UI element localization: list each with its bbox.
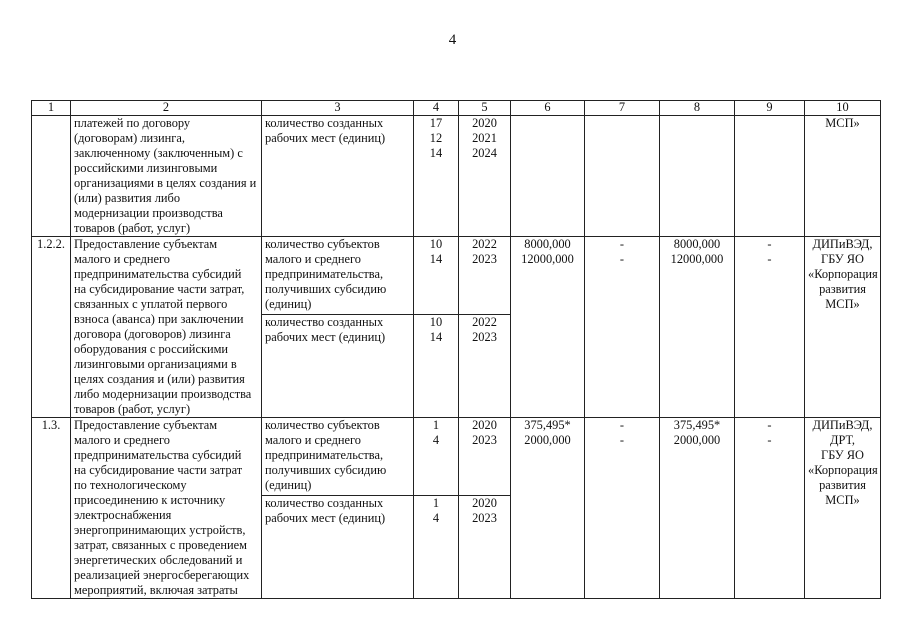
- cell-line: 8000,000: [524, 237, 571, 251]
- cell-line: -: [619, 252, 625, 266]
- indicator-name: [262, 237, 414, 315]
- cell-line: 2021: [472, 131, 497, 145]
- cell-line: 14: [429, 252, 443, 266]
- cell-line: затрат, связанных с проведением: [74, 538, 247, 552]
- cell-line: 4: [432, 433, 440, 447]
- funding-other: [735, 116, 805, 237]
- cell-line: предпринимательства,: [265, 267, 384, 281]
- table-row: [32, 418, 881, 496]
- cell-line: -: [767, 252, 772, 266]
- cell-line: платежей по договору: [74, 116, 191, 130]
- col-header: 6: [511, 101, 585, 116]
- funding-federal: [585, 237, 660, 418]
- cell-line: 4: [432, 510, 440, 525]
- cell-line: МСП»: [825, 116, 860, 130]
- indicator-year: [459, 495, 511, 598]
- indicator-value: [414, 237, 459, 315]
- cell-line: лизинговыми организациями в: [74, 357, 237, 371]
- cell-line: 8000,000: [673, 237, 721, 251]
- program-table: [31, 100, 881, 599]
- cell-line: «Корпорация: [808, 267, 878, 281]
- indicator-name: [262, 495, 414, 598]
- cell-line: взноса (аванса) при заключении: [74, 312, 244, 326]
- cell-line: 2024: [472, 146, 497, 160]
- cell-line: (единиц): [265, 297, 312, 311]
- col-header: 10: [805, 101, 881, 116]
- cell-line: 17: [429, 116, 443, 130]
- cell-line: 2020: [472, 116, 497, 130]
- cell-line: 10: [429, 314, 443, 329]
- cell-line: 375,495*: [524, 418, 571, 432]
- row-number-cell: [32, 116, 71, 237]
- cell-line: получивших субсидию: [265, 463, 387, 477]
- cell-line: рабочих мест (единиц): [265, 510, 386, 525]
- funding-regional: [660, 237, 735, 418]
- cell-line: ГБУ ЯО: [821, 448, 864, 462]
- cell-line: энергетических обследований и: [74, 553, 243, 567]
- cell-line: -: [619, 237, 625, 251]
- measure-description: [71, 116, 262, 237]
- col-header: 5: [459, 101, 511, 116]
- funding-regional: [660, 116, 735, 237]
- cell-line: договора (договоров) лизинга: [74, 327, 231, 341]
- cell-line: рабочих мест (единиц): [265, 329, 386, 344]
- cell-line: 14: [429, 329, 443, 344]
- cell-line: 1: [432, 495, 440, 510]
- cell-line: (единиц): [265, 478, 312, 492]
- cell-line: ДИПиВЭД,: [812, 237, 873, 251]
- indicator-year: [459, 237, 511, 315]
- cell-line: -: [619, 433, 625, 447]
- cell-line: 2000,000: [673, 433, 721, 447]
- cell-line: малого и среднего: [74, 252, 170, 266]
- col-header: 9: [735, 101, 805, 116]
- funding-other: [735, 418, 805, 599]
- cell-line: 2020: [472, 495, 497, 510]
- cell-line: российскими лизинговыми: [74, 161, 218, 175]
- cell-line: 375,495*: [673, 418, 721, 432]
- cell-line: мероприятий, включая затраты: [74, 583, 238, 597]
- cell-line: 2023: [472, 329, 497, 344]
- cell-line: -: [767, 418, 772, 432]
- cell-line: малого и среднего: [265, 433, 361, 447]
- cell-line: присоединению к источнику: [74, 493, 226, 507]
- cell-line: товаров (работ, услуг): [74, 402, 191, 416]
- cell-line: 2023: [472, 433, 497, 447]
- cell-line: модернизации производства: [74, 206, 223, 220]
- indicator-value: [414, 418, 459, 496]
- cell-line: 12: [429, 131, 443, 145]
- cell-line: 2023: [472, 252, 497, 266]
- executor: [805, 418, 881, 599]
- cell-line: развития: [819, 478, 866, 492]
- cell-line: Предоставление субъектам: [74, 237, 218, 251]
- indicator-value: [414, 314, 459, 417]
- cell-line: по технологическому: [74, 478, 187, 492]
- col-header: 3: [262, 101, 414, 116]
- funding-other: [735, 237, 805, 418]
- funding-total: [511, 237, 585, 418]
- indicator-value: [414, 495, 459, 598]
- measure-description: [71, 418, 262, 599]
- cell-line: заключенному (заключенным) с: [74, 146, 243, 160]
- cell-line: 2020: [472, 418, 497, 432]
- col-header: 4: [414, 101, 459, 116]
- cell-line: 2022: [472, 314, 497, 329]
- funding-federal: [585, 116, 660, 237]
- cell-line: количество субъектов: [265, 237, 380, 251]
- table-row: [32, 116, 881, 237]
- cell-line: оборудования с российскими: [74, 342, 229, 356]
- funding-total: [511, 418, 585, 599]
- cell-line: предпринимательства субсидий: [74, 267, 242, 281]
- indicator-name: [262, 418, 414, 496]
- indicator-year: [459, 116, 511, 237]
- row-number-cell: 1.2.2.: [32, 237, 71, 418]
- cell-line: связанных с уплатой первого: [74, 297, 228, 311]
- row-number-cell: 1.3.: [32, 418, 71, 599]
- cell-line: на субсидирование части затрат: [74, 463, 243, 477]
- col-header: 1: [32, 101, 71, 116]
- cell-line: малого и среднего: [74, 433, 170, 447]
- cell-line: предпринимательства,: [265, 448, 384, 462]
- cell-line: количество созданных: [265, 495, 384, 510]
- col-header: 7: [585, 101, 660, 116]
- cell-line: товаров (работ, услуг): [74, 221, 191, 235]
- header-row: [32, 101, 881, 116]
- cell-line: -: [619, 418, 625, 432]
- cell-line: (договорам) лизинга,: [74, 131, 185, 145]
- cell-line: Предоставление субъектам: [74, 418, 218, 432]
- funding-federal: [585, 418, 660, 599]
- cell-line: -: [767, 433, 772, 447]
- col-header: 8: [660, 101, 735, 116]
- cell-line: 1: [432, 418, 440, 432]
- cell-line: 12000,000: [521, 252, 574, 266]
- indicator-year: [459, 418, 511, 496]
- cell-line: -: [767, 237, 772, 251]
- executor: [805, 237, 881, 418]
- table-row: [32, 237, 881, 315]
- cell-line: (или) развития либо: [74, 191, 181, 205]
- cell-line: получивших субсидию: [265, 282, 387, 296]
- executor: [805, 116, 881, 237]
- cell-line: количество созданных: [265, 116, 384, 130]
- funding-regional: [660, 418, 735, 599]
- cell-line: 2000,000: [524, 433, 571, 447]
- cell-line: «Корпорация: [808, 463, 878, 477]
- cell-line: 2023: [472, 510, 497, 525]
- cell-line: ГБУ ЯО: [821, 252, 864, 266]
- cell-line: предпринимательства субсидий: [74, 448, 242, 462]
- cell-line: ДИПиВЭД,: [812, 418, 873, 432]
- col-header: 2: [71, 101, 262, 116]
- indicator-name: [262, 314, 414, 417]
- cell-line: 10: [429, 237, 443, 251]
- cell-line: энергопринимающих устройств,: [74, 523, 246, 537]
- cell-line: электроснабжения: [74, 508, 172, 522]
- indicator-year: [459, 314, 511, 417]
- cell-line: целях создания и (или) развития: [74, 372, 245, 386]
- cell-line: организациями в целях создания и: [74, 176, 257, 190]
- indicator-name: [262, 116, 414, 237]
- measure-description: [71, 237, 262, 418]
- cell-line: рабочих мест (единиц): [265, 131, 386, 145]
- cell-line: количество субъектов: [265, 418, 380, 432]
- cell-line: малого и среднего: [265, 252, 361, 266]
- page-number: 4: [448, 32, 457, 48]
- indicator-value: [414, 116, 459, 237]
- cell-line: ДРТ,: [830, 433, 855, 447]
- cell-line: МСП»: [825, 297, 860, 311]
- cell-line: МСП»: [825, 493, 860, 507]
- cell-line: 2022: [472, 237, 497, 251]
- cell-line: развития: [819, 282, 866, 296]
- cell-line: либо модернизации производства: [74, 387, 252, 401]
- cell-line: на субсидирование части затрат,: [74, 282, 245, 296]
- cell-line: реализацией энергосберегающих: [74, 568, 250, 582]
- cell-line: 14: [429, 146, 443, 160]
- cell-line: количество созданных: [265, 314, 384, 329]
- funding-total: [511, 116, 585, 237]
- cell-line: 12000,000: [670, 252, 724, 266]
